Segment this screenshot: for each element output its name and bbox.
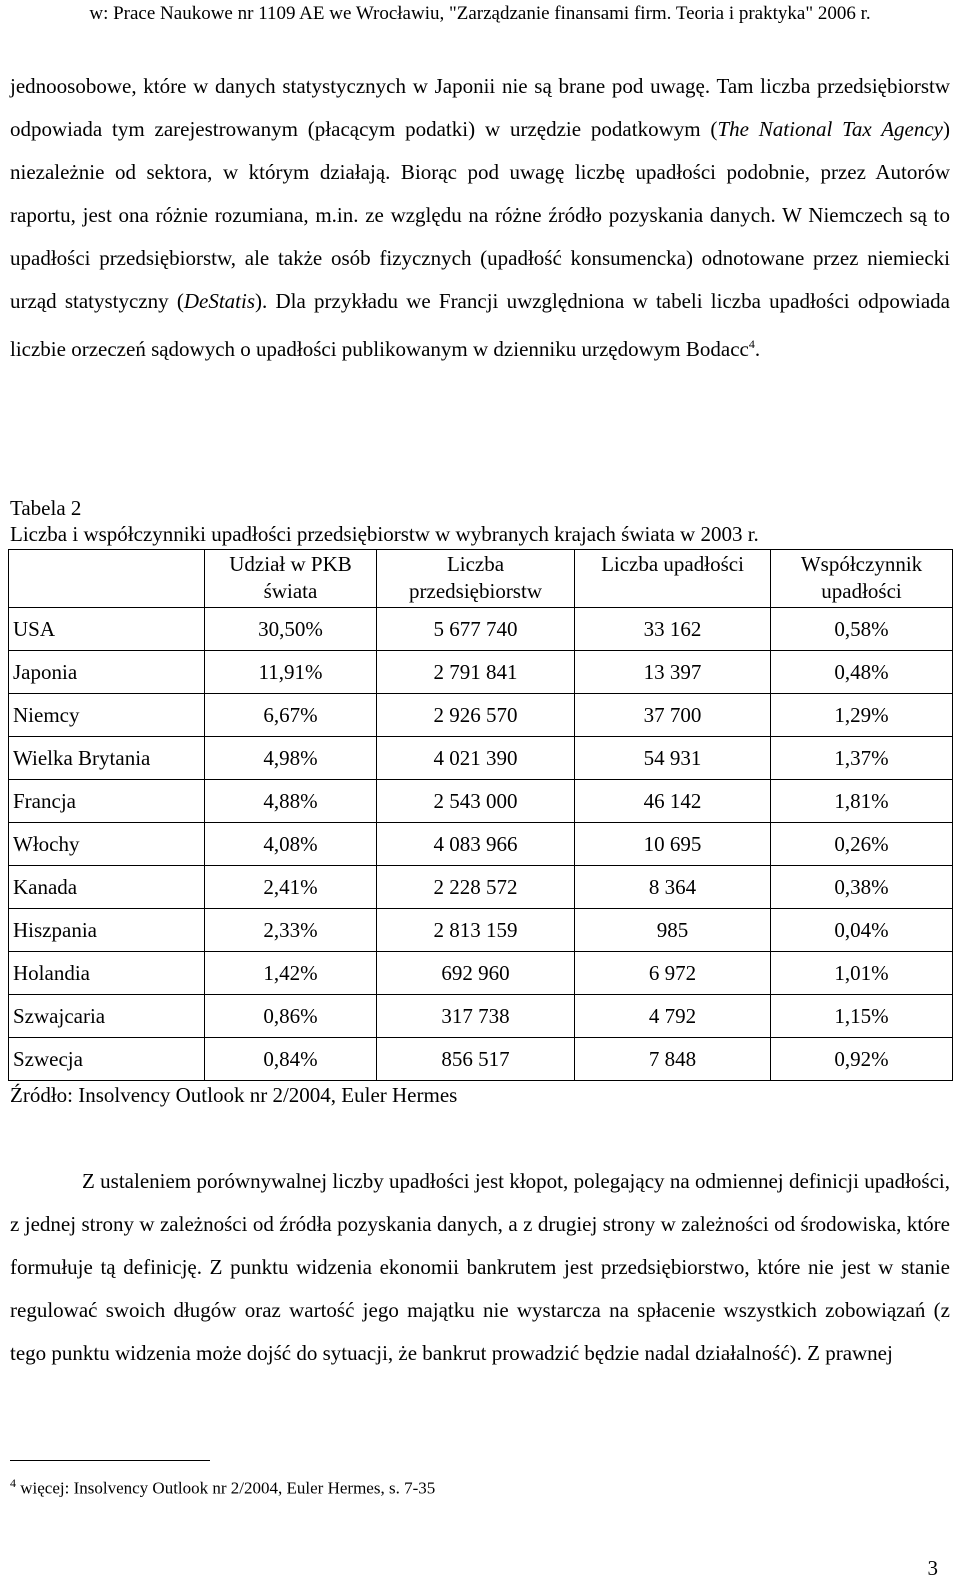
header-country — [9, 550, 205, 608]
cell-country: USA — [9, 608, 205, 651]
cell-country: Holandia — [9, 952, 205, 995]
cell-country: Francja — [9, 780, 205, 823]
cell-gdp-share: 6,67% — [205, 694, 377, 737]
cell-rate: 0,26% — [771, 823, 953, 866]
table-row — [9, 952, 953, 995]
cell-companies: 856 517 — [377, 1038, 575, 1081]
footnote-separator — [10, 1460, 210, 1461]
cell-companies: 4 083 966 — [377, 823, 575, 866]
cell-bankruptcies: 6 972 — [575, 952, 771, 995]
paragraph-1-italic-a: The National Tax Agency — [717, 117, 943, 141]
cell-rate: 1,15% — [771, 995, 953, 1038]
footnote-text: więcej: Insolvency Outlook nr 2/2004, Euler Hermes, s. 7-35 — [16, 1478, 436, 1498]
cell-rate: 1,37% — [771, 737, 953, 780]
cell-rate: 1,81% — [771, 780, 953, 823]
paragraph-1 — [10, 65, 950, 371]
cell-gdp-share: 4,98% — [205, 737, 377, 780]
paragraph-2: Z ustaleniem porównywalnej liczby upadłości jest kłopot, polegający na odmiennej definicji upadłości, z jednej strony w zależności od źródła pozyskania danych, a z drugiej strony w zależności od środowiska, które formułuje tą definicję. Z punktu widzenia ekonomii bankrutem jest przedsiębiorstwo, które nie jest w stanie regulować swoich długów oraz wartość jego majątku nie wystarcza na spłacenie wszystkich zobowiązań (z tego punktu widzenia może dojść do sytuacji, że bankrut prowadzić będzie nadal działalność). Z prawnej — [10, 1169, 950, 1365]
cell-gdp-share: 4,08% — [205, 823, 377, 866]
table-row — [9, 1038, 953, 1081]
cell-rate: 0,38% — [771, 866, 953, 909]
cell-companies: 5 677 740 — [377, 608, 575, 651]
cell-rate: 0,04% — [771, 909, 953, 952]
paragraph-1-text-a: jednoosobowe, które w danych statystycznych w Japonii nie są brane pod uwagę. Tam liczba przedsiębiorstw odpowiada tym zarejestrowanym (płacącym podatki) w urzędzie podatkowym ( — [10, 74, 950, 141]
table-label: Tabela 2 — [10, 496, 82, 520]
header-companies: Liczba przedsiębiorstw — [377, 550, 575, 608]
running-header: w: Prace Naukowe nr 1109 AE we Wrocławiu, "Zarządzanie finansami firm. Teoria i praktyka" 2006 r. — [89, 3, 871, 24]
footnote-number: 4 — [10, 1476, 16, 1490]
cell-companies: 2 791 841 — [377, 651, 575, 694]
table-row — [9, 694, 953, 737]
cell-companies: 2 926 570 — [377, 694, 575, 737]
cell-rate: 1,29% — [771, 694, 953, 737]
cell-companies: 2 813 159 — [377, 909, 575, 952]
cell-companies: 2 543 000 — [377, 780, 575, 823]
cell-bankruptcies: 54 931 — [575, 737, 771, 780]
cell-bankruptcies: 33 162 — [575, 608, 771, 651]
cell-bankruptcies: 37 700 — [575, 694, 771, 737]
cell-companies: 692 960 — [377, 952, 575, 995]
cell-gdp-share: 11,91% — [205, 651, 377, 694]
table-container — [8, 549, 952, 1081]
page-number: 3 — [927, 1556, 938, 1580]
footnote-reference: 4 — [748, 337, 755, 351]
table-row — [9, 651, 953, 694]
cell-gdp-share: 0,86% — [205, 995, 377, 1038]
paragraph-1-text-c: ). Dla przykładu we Francji uwzględniona w tabeli liczba upadłości odpowiada liczbie orzeczeń sądowych o upadłości publikowanym w dzienniku urzędowym Bodacc — [10, 289, 950, 361]
cell-country: Kanada — [9, 866, 205, 909]
paragraph-1-text-b: ) niezależnie od sektora, w którym działają. Biorąc pod uwagę liczbę upadłości podobnie, przez Autorów raportu, jest ona różnie rozumiana, m.in. ze względu na różne źródło pozyskania danych. W Niemczech są to upadłości przedsiębiorstw, ale także osób fizycznych (upadłość konsumencka) odnotowane przez niemiecki urząd statystyczny ( — [10, 117, 950, 313]
header-rate: Współczynnik upadłości — [771, 550, 953, 608]
cell-companies: 4 021 390 — [377, 737, 575, 780]
cell-bankruptcies: 46 142 — [575, 780, 771, 823]
table-row — [9, 608, 953, 651]
cell-gdp-share: 4,88% — [205, 780, 377, 823]
cell-bankruptcies: 10 695 — [575, 823, 771, 866]
table-row — [9, 866, 953, 909]
table-title: Liczba i współczynniki upadłości przedsiębiorstw w wybranych krajach świata w 2003 r. — [10, 522, 759, 546]
paragraph-1-italic-b: DeStatis — [183, 289, 256, 313]
cell-bankruptcies: 8 364 — [575, 866, 771, 909]
cell-rate: 0,58% — [771, 608, 953, 651]
cell-gdp-share: 30,50% — [205, 608, 377, 651]
table-header-row — [9, 550, 953, 608]
cell-gdp-share: 2,33% — [205, 909, 377, 952]
cell-rate: 0,48% — [771, 651, 953, 694]
footnote — [10, 1472, 435, 1500]
cell-country: Hiszpania — [9, 909, 205, 952]
cell-country: Wielka Brytania — [9, 737, 205, 780]
header-gdp-share: Udział w PKB świata — [205, 550, 377, 608]
table-row — [9, 823, 953, 866]
cell-country: Szwecja — [9, 1038, 205, 1081]
cell-rate: 0,92% — [771, 1038, 953, 1081]
cell-bankruptcies: 4 792 — [575, 995, 771, 1038]
cell-gdp-share: 0,84% — [205, 1038, 377, 1081]
table-source: Źródło: Insolvency Outlook nr 2/2004, Euler Hermes — [10, 1083, 458, 1107]
cell-country: Szwajcaria — [9, 995, 205, 1038]
cell-bankruptcies: 7 848 — [575, 1038, 771, 1081]
cell-country: Włochy — [9, 823, 205, 866]
table-row — [9, 780, 953, 823]
cell-country: Japonia — [9, 651, 205, 694]
paragraph-1-text-d: . — [754, 337, 761, 361]
table-row — [9, 995, 953, 1038]
table-row — [9, 909, 953, 952]
cell-companies: 317 738 — [377, 995, 575, 1038]
cell-companies: 2 228 572 — [377, 866, 575, 909]
cell-rate: 1,01% — [771, 952, 953, 995]
table-row — [9, 737, 953, 780]
cell-bankruptcies: 13 397 — [575, 651, 771, 694]
cell-gdp-share: 1,42% — [205, 952, 377, 995]
cell-gdp-share: 2,41% — [205, 866, 377, 909]
header-bankruptcies: Liczba upadłości — [575, 550, 771, 608]
cell-country: Niemcy — [9, 694, 205, 737]
cell-bankruptcies: 985 — [575, 909, 771, 952]
bankruptcy-table — [8, 549, 953, 1081]
